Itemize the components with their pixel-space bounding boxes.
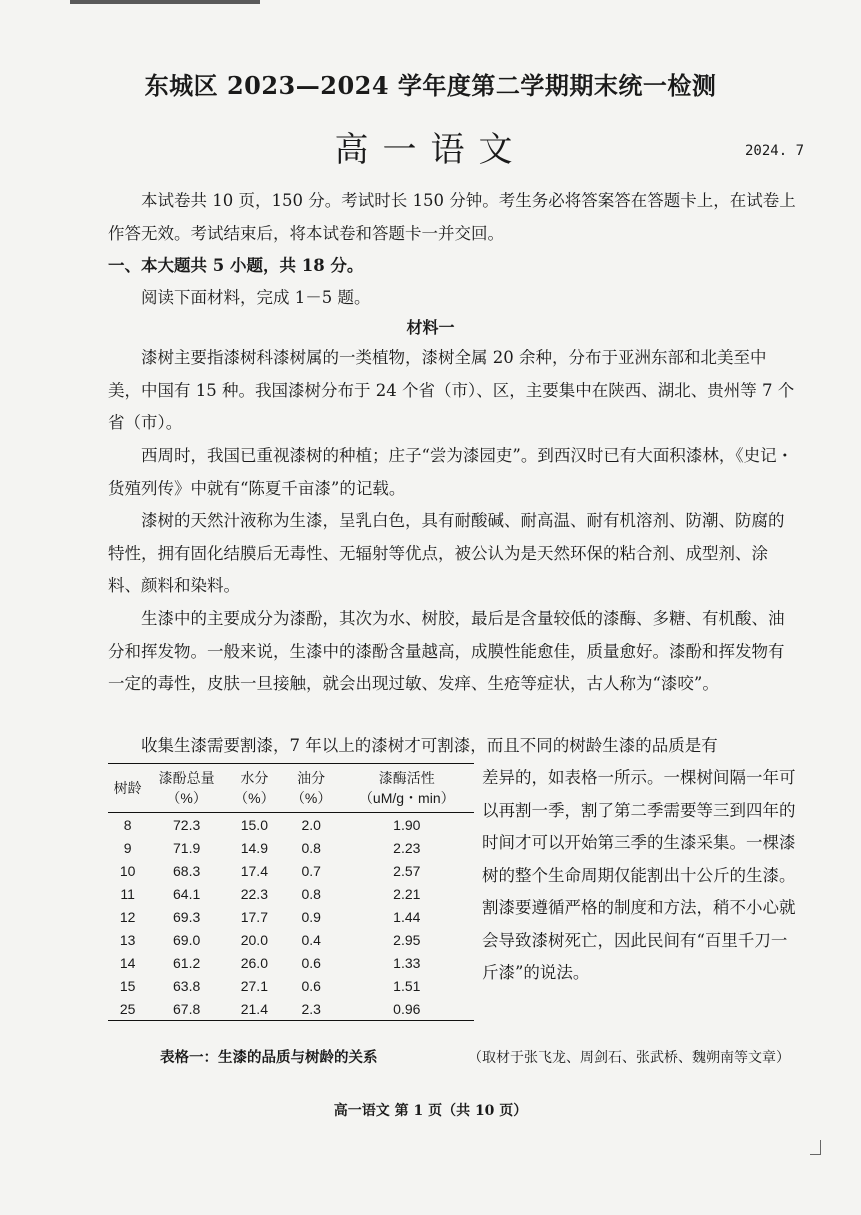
- table-cell: 0.6: [301, 977, 321, 994]
- table-cell: 72.3: [173, 816, 201, 833]
- paragraph-5: 收集生漆需要割漆，7 年以上的漆树才可割漆，而且不同的树龄生漆的品质是有: [141, 736, 718, 755]
- table-cell: 22.3: [240, 885, 268, 902]
- table-cell: 1.90: [393, 816, 421, 833]
- page-footer: 高一语文 第 1 页（共 10 页）: [333, 1103, 528, 1119]
- lacquer-quality-table: [108, 763, 474, 1021]
- table-cell: 25: [108, 997, 147, 1021]
- table-row: [108, 813, 474, 837]
- table-cell: 8: [123, 816, 132, 833]
- table-cell: 20.0: [240, 931, 268, 948]
- table-cell: 0.8: [301, 839, 321, 856]
- section-heading: 一、本大题共 5 小题，共 18 分。: [108, 256, 364, 275]
- table-body: [108, 813, 474, 1021]
- table-cell: 15: [119, 977, 136, 994]
- table-cell: 0.7: [301, 862, 321, 879]
- table-row: [108, 882, 474, 905]
- table-cell: 1.33: [393, 954, 421, 971]
- table-cell: 1.51: [393, 977, 421, 994]
- scan-artifact: [70, 0, 260, 4]
- table-cell: 0.4: [301, 931, 321, 948]
- header-tree-age: 树龄: [108, 764, 147, 813]
- header-oil: 油分 （%）: [283, 764, 340, 813]
- material-heading: 材料一: [406, 318, 455, 337]
- table-cell: 69.3: [173, 908, 201, 925]
- table-cell: 0.8: [301, 885, 321, 902]
- table-cell: 11: [120, 885, 135, 902]
- header-urushiol: 漆酚总量 （%）: [147, 764, 226, 813]
- instructions: 本试卷共 10 页，150 分。考试时长 150 分钟。考生务必将答案答在答题卡上，在试卷上作答无效。考试结束后，将本试卷和答题卡一并交回。: [108, 191, 796, 243]
- table-cell: 17.7: [240, 908, 268, 925]
- exam-date: 2024. 7: [745, 143, 805, 159]
- paragraph-2: 西周时，我国已重视漆树的种植；庄子“尝为漆园吏”。到西汉时已有大面积漆林，《史记・货殖列传》中就有“陈夏千亩漆”的记载。: [108, 446, 794, 498]
- table-row: [108, 836, 474, 859]
- table-cell: 2.23: [393, 839, 421, 856]
- source-note: （取材于张飞龙、周剑石、张武桥、魏朔南等文章）: [468, 1050, 790, 1066]
- table-cell: 0.96: [340, 997, 474, 1021]
- table-cell: 13: [119, 931, 136, 948]
- table-row: [108, 859, 474, 882]
- table-caption: 表格一：生漆的品质与树龄的关系: [160, 1049, 378, 1066]
- side-text: 差异的，如表格一所示。一棵树间隔一年可以再割一季，割了第二季需要等三到四年的时间才可以开始第三季的生漆采集。一棵漆树的整个生命周期仅能割出十公斤的生漆。割漆要遵循严格的制度和方法，稍不小心就会导致漆树死亡，因此民间有“百里千刀一斤漆”的说法。: [482, 768, 796, 982]
- table-cell: 64.1: [173, 885, 201, 902]
- table-cell: 2.3: [283, 997, 340, 1021]
- table-cell: 2.0: [301, 816, 321, 833]
- table-cell: 71.9: [173, 839, 201, 856]
- table-cell: 14: [119, 954, 136, 971]
- table-cell: 12: [119, 908, 136, 925]
- paragraph-3: 漆树的天然汁液称为生漆，呈乳白色，具有耐酸碱、耐高温、耐有机溶剂、防潮、防腐的特性，拥有固化结膜后无毒性、无辐射等优点，被公认为是天然环保的粘合剂、成型剂、涂料、颜料和染料。: [108, 511, 785, 595]
- paragraph-4: 生漆中的主要成分为漆酚，其次为水、树胶，最后是含量较低的漆酶、多糖、有机酸、油分和挥发物。一般来说，生漆中的漆酚含量越高，成膜性能愈佳，质量愈好。漆酚和挥发物有一定的毒性，皮肤一旦接触，就会出现过敏、发痒、生疮等症状，古人称为“漆咬”。: [108, 609, 785, 693]
- header-water: 水分 （%）: [226, 764, 283, 813]
- table-header-row: [108, 764, 474, 813]
- table-row: [108, 974, 474, 997]
- table-cell: 14.9: [240, 839, 268, 856]
- scan-corner-mark: [810, 1140, 821, 1155]
- table-row: [108, 951, 474, 974]
- table-cell: 2.95: [393, 931, 421, 948]
- table-cell: 1.44: [393, 908, 421, 925]
- reading-directive: 阅读下面材料，完成 1－5 题。: [141, 288, 371, 307]
- table-cell: 67.8: [147, 997, 226, 1021]
- table-row: [108, 997, 474, 1021]
- table-cell: 0.9: [301, 908, 321, 925]
- table-row: [108, 905, 474, 928]
- table-cell: 26.0: [240, 954, 268, 971]
- table-cell: 9: [123, 839, 132, 856]
- table-cell: 21.4: [226, 997, 283, 1021]
- table-cell: 2.57: [393, 862, 421, 879]
- table-cell: 15.0: [240, 816, 268, 833]
- table-cell: 0.6: [301, 954, 321, 971]
- table-cell: 17.4: [240, 862, 268, 879]
- table-cell: 2.21: [393, 885, 421, 902]
- table-cell: 69.0: [173, 931, 201, 948]
- table-cell: 27.1: [240, 977, 268, 994]
- table-row: [108, 928, 474, 951]
- paragraph-1: 漆树主要指漆树科漆树属的一类植物，漆树全属 20 余种，分布于亚洲东部和北美至中美，中国有 15 种。我国漆树分布于 24 个省（市）、区，主要集中在陕西、湖北、贵州等 7 个省（市）。: [108, 348, 795, 432]
- header-laccase: 漆酶活性 （uM/g・min）: [340, 764, 474, 813]
- table-cell: 10: [119, 862, 136, 879]
- table-cell: 68.3: [173, 862, 201, 879]
- exam-title: 东城区 2023—2024 学年度第二学期期末统一检测: [144, 71, 717, 100]
- table-cell: 61.2: [173, 954, 201, 971]
- table-cell: 63.8: [173, 977, 201, 994]
- subject-title: 高一语文: [334, 130, 527, 170]
